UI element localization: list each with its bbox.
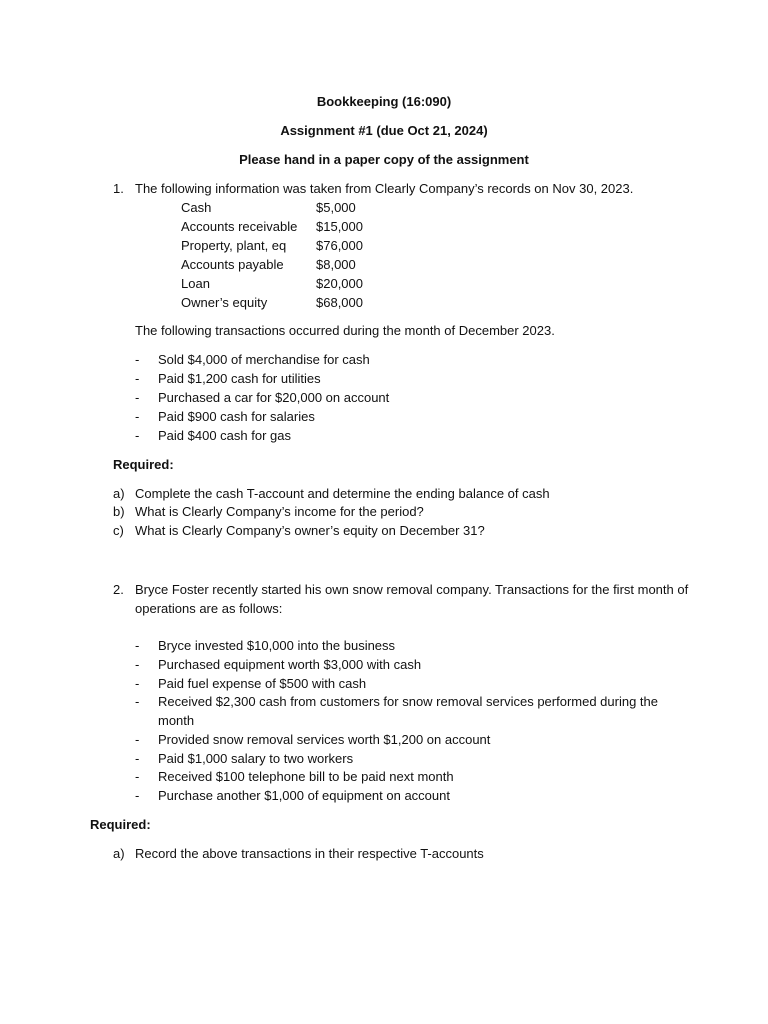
list-item-continuation: month bbox=[158, 713, 195, 728]
bullet-dash: - bbox=[135, 409, 140, 424]
list-item: Paid $1,200 cash for utilities bbox=[158, 371, 321, 386]
account-name: Owner’s equity bbox=[181, 295, 268, 310]
q1-required-label: Required: bbox=[113, 457, 174, 472]
hand-in-instruction: Please hand in a paper copy of the assignment bbox=[239, 152, 529, 167]
q2-intro-line1: Bryce Foster recently started his own snow removal company. Transactions for the first month of bbox=[135, 582, 689, 597]
list-item: Complete the cash T-account and determine the ending balance of cash bbox=[135, 486, 550, 501]
list-letter: a) bbox=[113, 846, 125, 861]
assignment-title: Assignment #1 (due Oct 21, 2024) bbox=[280, 123, 488, 138]
account-name: Accounts payable bbox=[181, 257, 284, 272]
list-letter: b) bbox=[113, 504, 125, 519]
q1-transactions-intro: The following transactions occurred during the month of December 2023. bbox=[135, 323, 555, 338]
list-item: What is Clearly Company’s income for the period? bbox=[135, 504, 424, 519]
q2-required-label: Required: bbox=[90, 817, 151, 832]
account-name: Property, plant, eq bbox=[181, 238, 287, 253]
account-amount: $5,000 bbox=[316, 200, 356, 215]
account-amount: $8,000 bbox=[316, 257, 356, 272]
account-amount: $15,000 bbox=[316, 219, 363, 234]
bullet-dash: - bbox=[135, 428, 140, 443]
list-item: Record the above transactions in their respective T-accounts bbox=[135, 846, 484, 861]
list-item: Purchase another $1,000 of equipment on account bbox=[158, 788, 450, 803]
bullet-dash: - bbox=[135, 788, 140, 803]
list-letter: c) bbox=[113, 523, 124, 538]
list-item: Received $2,300 cash from customers for snow removal services performed during the bbox=[158, 694, 658, 709]
list-item: What is Clearly Company’s owner’s equity on December 31? bbox=[135, 523, 485, 538]
account-amount: $68,000 bbox=[316, 295, 363, 310]
bullet-dash: - bbox=[135, 371, 140, 386]
q2-intro-line2: operations are as follows: bbox=[135, 601, 283, 616]
course-title: Bookkeeping (16:090) bbox=[316, 94, 452, 109]
bullet-dash: - bbox=[135, 751, 140, 766]
bullet-dash: - bbox=[135, 769, 140, 784]
list-item: Provided snow removal services worth $1,200 on account bbox=[158, 732, 491, 747]
account-amount: $20,000 bbox=[316, 276, 363, 291]
account-name: Loan bbox=[181, 276, 210, 291]
list-item: Received $100 telephone bill to be paid next month bbox=[158, 769, 454, 784]
bullet-dash: - bbox=[135, 694, 140, 709]
bullet-dash: - bbox=[135, 390, 140, 405]
q2-number: 2. bbox=[113, 582, 124, 597]
bullet-dash: - bbox=[135, 352, 140, 367]
list-item: Paid fuel expense of $500 with cash bbox=[158, 676, 367, 691]
bullet-dash: - bbox=[135, 676, 140, 691]
q1-number: 1. bbox=[113, 181, 124, 196]
account-name: Accounts receivable bbox=[181, 219, 298, 234]
list-item: Paid $900 cash for salaries bbox=[158, 409, 315, 424]
list-item: Bryce invested $10,000 into the business bbox=[158, 638, 396, 653]
bullet-dash: - bbox=[135, 732, 140, 747]
list-item: Purchased equipment worth $3,000 with cash bbox=[158, 657, 422, 672]
q1-intro: The following information was taken from Clearly Company’s records on Nov 30, 2023. bbox=[135, 181, 634, 196]
account-name: Cash bbox=[181, 200, 212, 215]
bullet-dash: - bbox=[135, 657, 140, 672]
list-item: Paid $1,000 salary to two workers bbox=[158, 751, 354, 766]
bullet-dash: - bbox=[135, 638, 140, 653]
list-item: Purchased a car for $20,000 on account bbox=[158, 390, 390, 405]
list-item: Paid $400 cash for gas bbox=[158, 428, 291, 443]
list-item: Sold $4,000 of merchandise for cash bbox=[158, 352, 370, 367]
list-letter: a) bbox=[113, 486, 125, 501]
account-amount: $76,000 bbox=[316, 238, 363, 253]
